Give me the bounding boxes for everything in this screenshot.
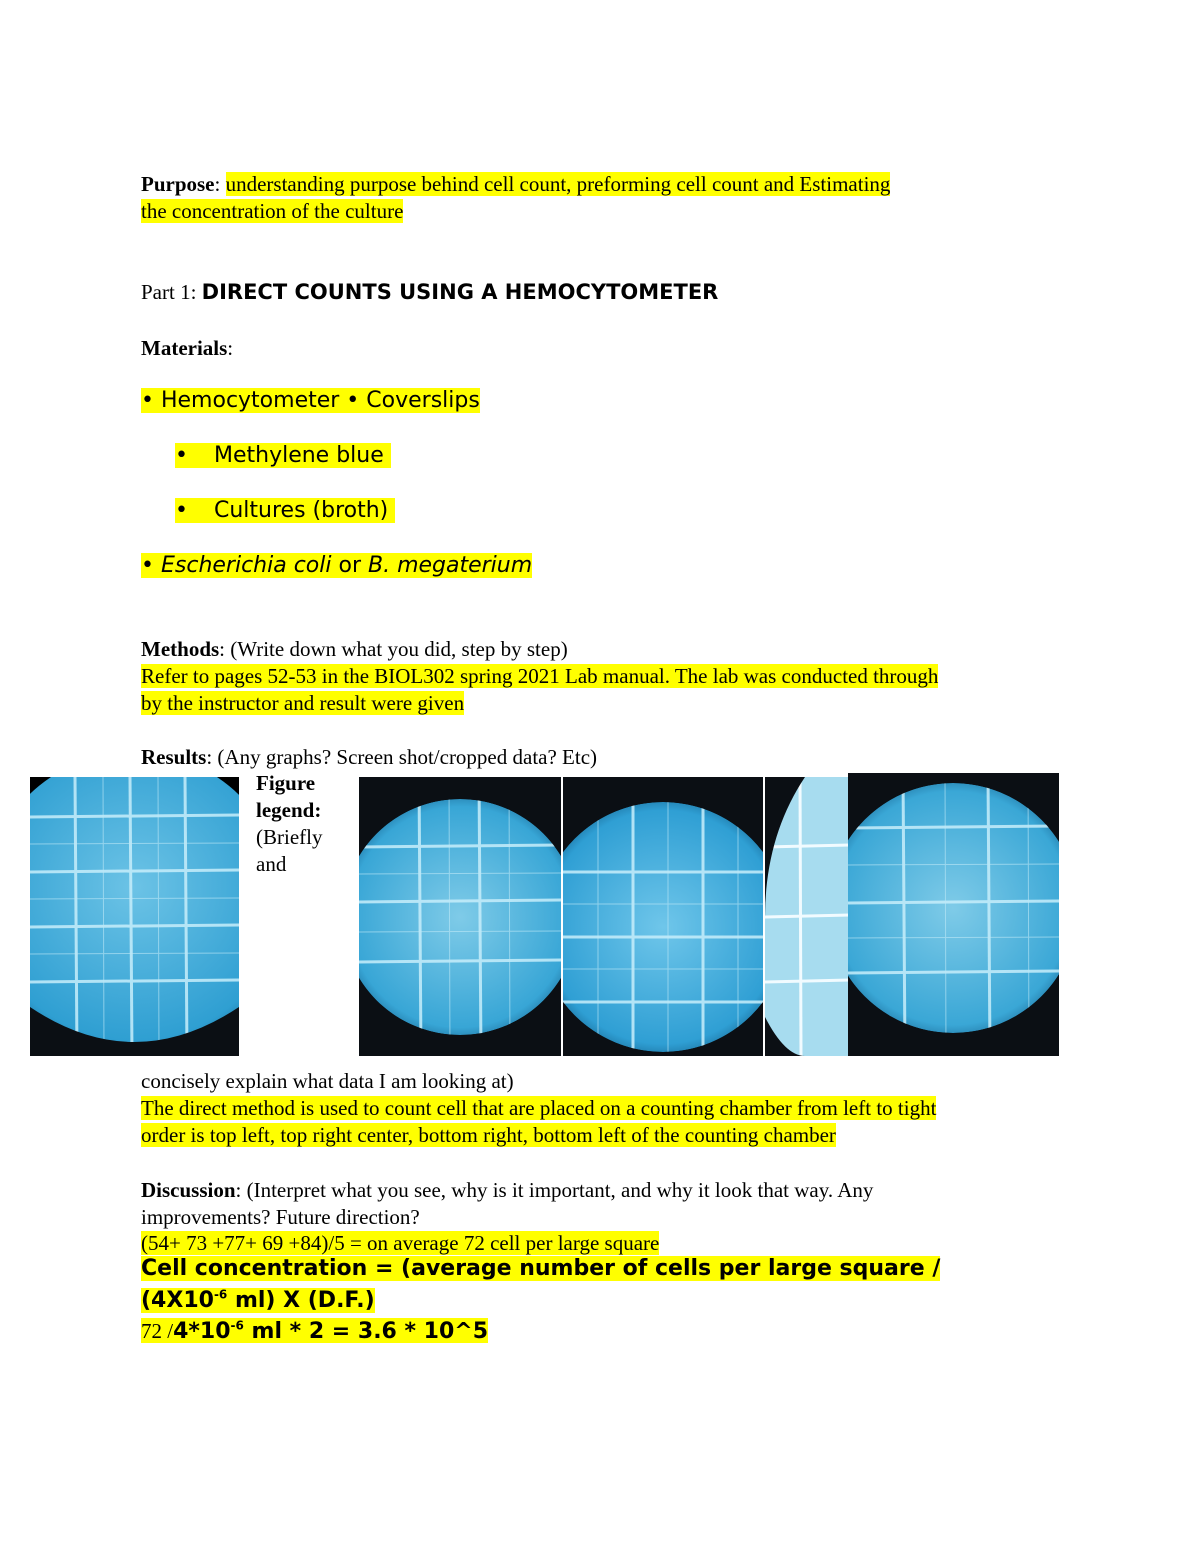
purpose-line-1: Purpose: understanding purpose behind cell count, preforming cell count and Estimating bbox=[141, 172, 891, 196]
methods-line-1: Refer to pages 52-53 in the BIOL302 spring 2021 Lab manual. The lab was conducted through bbox=[141, 664, 939, 688]
result-line: 72 $/4*10^{-6}$ ml * 2 = 3.6 * 10^5 bbox=[141, 1318, 489, 1344]
results-legend-continued: concisely explain what data I am looking at) bbox=[141, 1069, 514, 1093]
methods-line-2: by the instructor and result were given bbox=[141, 691, 465, 715]
discussion-calc: (54+ 73 +77+ 69 +84)/5 = on average 72 cell per large square bbox=[141, 1231, 660, 1255]
materials-item-1: • Hemocytometer • Coverslips bbox=[141, 388, 480, 413]
figure-legend: Figure legend: (Briefly and bbox=[256, 771, 323, 876]
materials-item-4: • Escherichia coli or B. megaterium bbox=[141, 553, 533, 578]
purpose-text: understanding purpose behind cell count, preforming cell count and Estimating bbox=[225, 172, 891, 196]
purpose-line-2: the concentration of the culture bbox=[141, 199, 404, 223]
microscope-field-image bbox=[359, 777, 561, 1056]
bullet-icon: • bbox=[175, 443, 188, 468]
results-heading: Results: (Any graphs? Screen shot/cropped data? Etc) bbox=[141, 745, 598, 769]
discussion-heading: Discussion: (Interpret what you see, why is it important, and why it look that way. Any bbox=[141, 1178, 874, 1202]
results-line-1: The direct method is used to count cell that are placed on a counting chamber from left to tight bbox=[141, 1096, 937, 1120]
formula-line-1: Cell concentration = (average number of cells per large square / bbox=[141, 1256, 941, 1281]
organism-ecoli: Escherichia coli bbox=[160, 553, 332, 578]
part1-title: DIRECT COUNTS USING A HEMOCYTOMETER bbox=[201, 280, 719, 304]
hemocytometer-photo-4 bbox=[765, 777, 850, 1056]
hemocytometer-photo-3 bbox=[563, 777, 763, 1056]
microscope-field-image bbox=[30, 777, 239, 1056]
hemocytometer-photo-2 bbox=[359, 777, 561, 1056]
hemocytometer-photo-1 bbox=[30, 777, 239, 1056]
results-line-2: order is top left, top right center, bottom right, bottom left of the counting chamber bbox=[141, 1123, 836, 1147]
microscope-field-image bbox=[765, 777, 850, 1056]
materials-item-2: • Methylene blue bbox=[175, 442, 391, 470]
microscope-field-image bbox=[563, 777, 763, 1056]
microscope-field-image bbox=[848, 773, 1059, 1056]
materials-heading: Materials: bbox=[141, 336, 234, 360]
hemocytometer-photo-5 bbox=[848, 773, 1059, 1056]
discussion-prompt-2: improvements? Future direction? bbox=[141, 1205, 420, 1229]
organism-bmegaterium: B. megaterium bbox=[367, 553, 533, 578]
purpose-label: Purpose bbox=[141, 172, 215, 196]
bullet-icon: • bbox=[175, 498, 188, 523]
materials-item-3: • Cultures (broth) bbox=[175, 497, 395, 525]
formula-line-2: ($4X10^{-6}$ ml) X (D.F.) bbox=[141, 1287, 375, 1313]
methods-heading: Methods: (Write down what you did, step by step) bbox=[141, 637, 568, 661]
part1-heading: Part 1: DIRECT COUNTS USING A HEMOCYTOMETER bbox=[141, 280, 719, 304]
